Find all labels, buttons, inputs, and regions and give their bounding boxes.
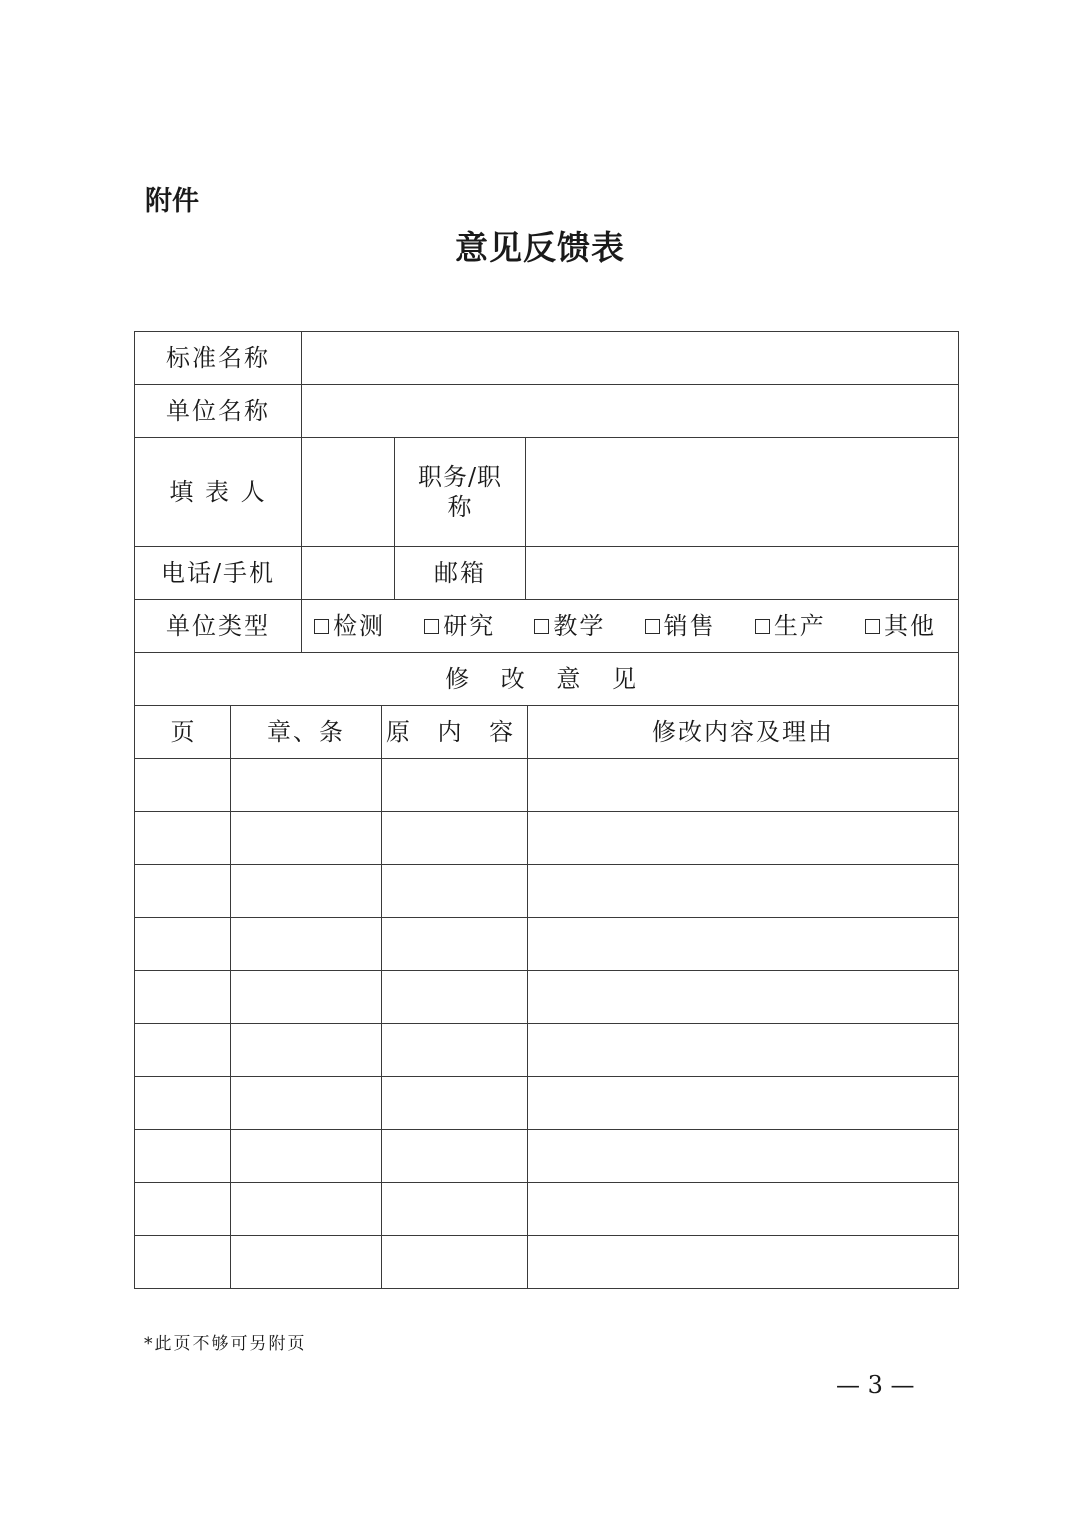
email-label: 邮箱 [395,547,526,600]
page-cell[interactable] [135,1183,231,1236]
page-cell[interactable] [135,1130,231,1183]
chapter-cell[interactable] [231,759,382,812]
unit-type-option-research[interactable]: 研究 [424,611,495,641]
checkbox-icon[interactable] [645,619,660,634]
chapter-cell[interactable] [231,1077,382,1130]
page-cell[interactable] [135,971,231,1024]
standard-name-field[interactable] [302,332,959,385]
original-content-cell[interactable] [382,759,528,812]
revision-cell[interactable] [528,1024,959,1077]
chapter-cell[interactable] [231,1024,382,1077]
page-cell[interactable] [135,865,231,918]
chapter-cell[interactable] [231,812,382,865]
phone-field[interactable] [302,547,395,600]
chapter-cell[interactable] [231,1130,382,1183]
page-cell[interactable] [135,1024,231,1077]
comments-header-row [135,706,959,759]
comments-section-row [135,653,959,706]
revision-cell[interactable] [528,812,959,865]
table-row [135,1024,959,1077]
unit-type-row [135,600,959,653]
column-header-page: 页 [135,706,231,759]
original-content-cell[interactable] [382,1077,528,1130]
revision-cell[interactable] [528,971,959,1024]
revision-cell[interactable] [528,918,959,971]
unit-type-option-teaching[interactable]: 教学 [534,611,605,641]
checkbox-icon[interactable] [314,619,329,634]
page-cell[interactable] [135,1077,231,1130]
original-content-cell[interactable] [382,971,528,1024]
revision-cell[interactable] [528,865,959,918]
page-number: — 3 — [836,1371,915,1399]
original-content-cell[interactable] [382,1183,528,1236]
table-row [135,759,959,812]
chapter-cell[interactable] [231,971,382,1024]
comments-section-title: 修 改 意 见 [135,653,959,706]
unit-type-option-production[interactable]: 生产 [755,611,826,641]
original-content-cell[interactable] [382,1024,528,1077]
column-header-original: 原 内 容 [382,706,528,759]
chapter-cell[interactable] [231,865,382,918]
revision-cell[interactable] [528,759,959,812]
table-row [135,1130,959,1183]
checkbox-icon[interactable] [424,619,439,634]
chapter-cell[interactable] [231,918,382,971]
column-header-chapter: 章、条 [231,706,382,759]
original-content-cell[interactable] [382,812,528,865]
original-content-cell[interactable] [382,1236,528,1289]
standard-name-row [135,332,959,385]
attachment-label: 附件 [145,186,199,217]
table-row [135,918,959,971]
page-cell[interactable] [135,812,231,865]
feedback-form-table [134,331,959,1289]
table-row [135,1077,959,1130]
table-row [135,812,959,865]
page-cell[interactable] [135,918,231,971]
phone-label: 电话/手机 [135,547,302,600]
email-field[interactable] [526,547,959,600]
position-label: 职务/职 称 [395,438,526,547]
standard-name-label: 标准名称 [135,332,302,385]
table-row [135,971,959,1024]
unit-type-option-other[interactable]: 其他 [865,611,936,641]
footnote: *此页不够可另附页 [144,1334,307,1354]
chapter-cell[interactable] [231,1236,382,1289]
revision-cell[interactable] [528,1077,959,1130]
revision-cell[interactable] [528,1183,959,1236]
original-content-cell[interactable] [382,1130,528,1183]
table-row [135,1236,959,1289]
chapter-cell[interactable] [231,1183,382,1236]
original-content-cell[interactable] [382,865,528,918]
page-title: 意见反馈表 [455,228,625,267]
unit-name-row [135,385,959,438]
checkbox-icon[interactable] [865,619,880,634]
unit-name-field[interactable] [302,385,959,438]
unit-type-label: 单位类型 [135,600,302,653]
unit-type-option-inspection[interactable]: 检测 [314,611,385,641]
unit-type-option-sales[interactable]: 销售 [645,611,716,641]
page-cell[interactable] [135,759,231,812]
revision-cell[interactable] [528,1236,959,1289]
filler-field[interactable] [302,438,395,547]
phone-row [135,547,959,600]
table-row [135,1183,959,1236]
filler-label: 填 表 人 [135,438,302,547]
table-row [135,865,959,918]
page-cell[interactable] [135,1236,231,1289]
checkbox-icon[interactable] [755,619,770,634]
checkbox-icon[interactable] [534,619,549,634]
original-content-cell[interactable] [382,918,528,971]
filler-row [135,438,959,547]
column-header-revision: 修改内容及理由 [528,706,959,759]
position-field[interactable] [526,438,959,547]
revision-cell[interactable] [528,1130,959,1183]
unit-type-options [302,600,959,653]
unit-name-label: 单位名称 [135,385,302,438]
